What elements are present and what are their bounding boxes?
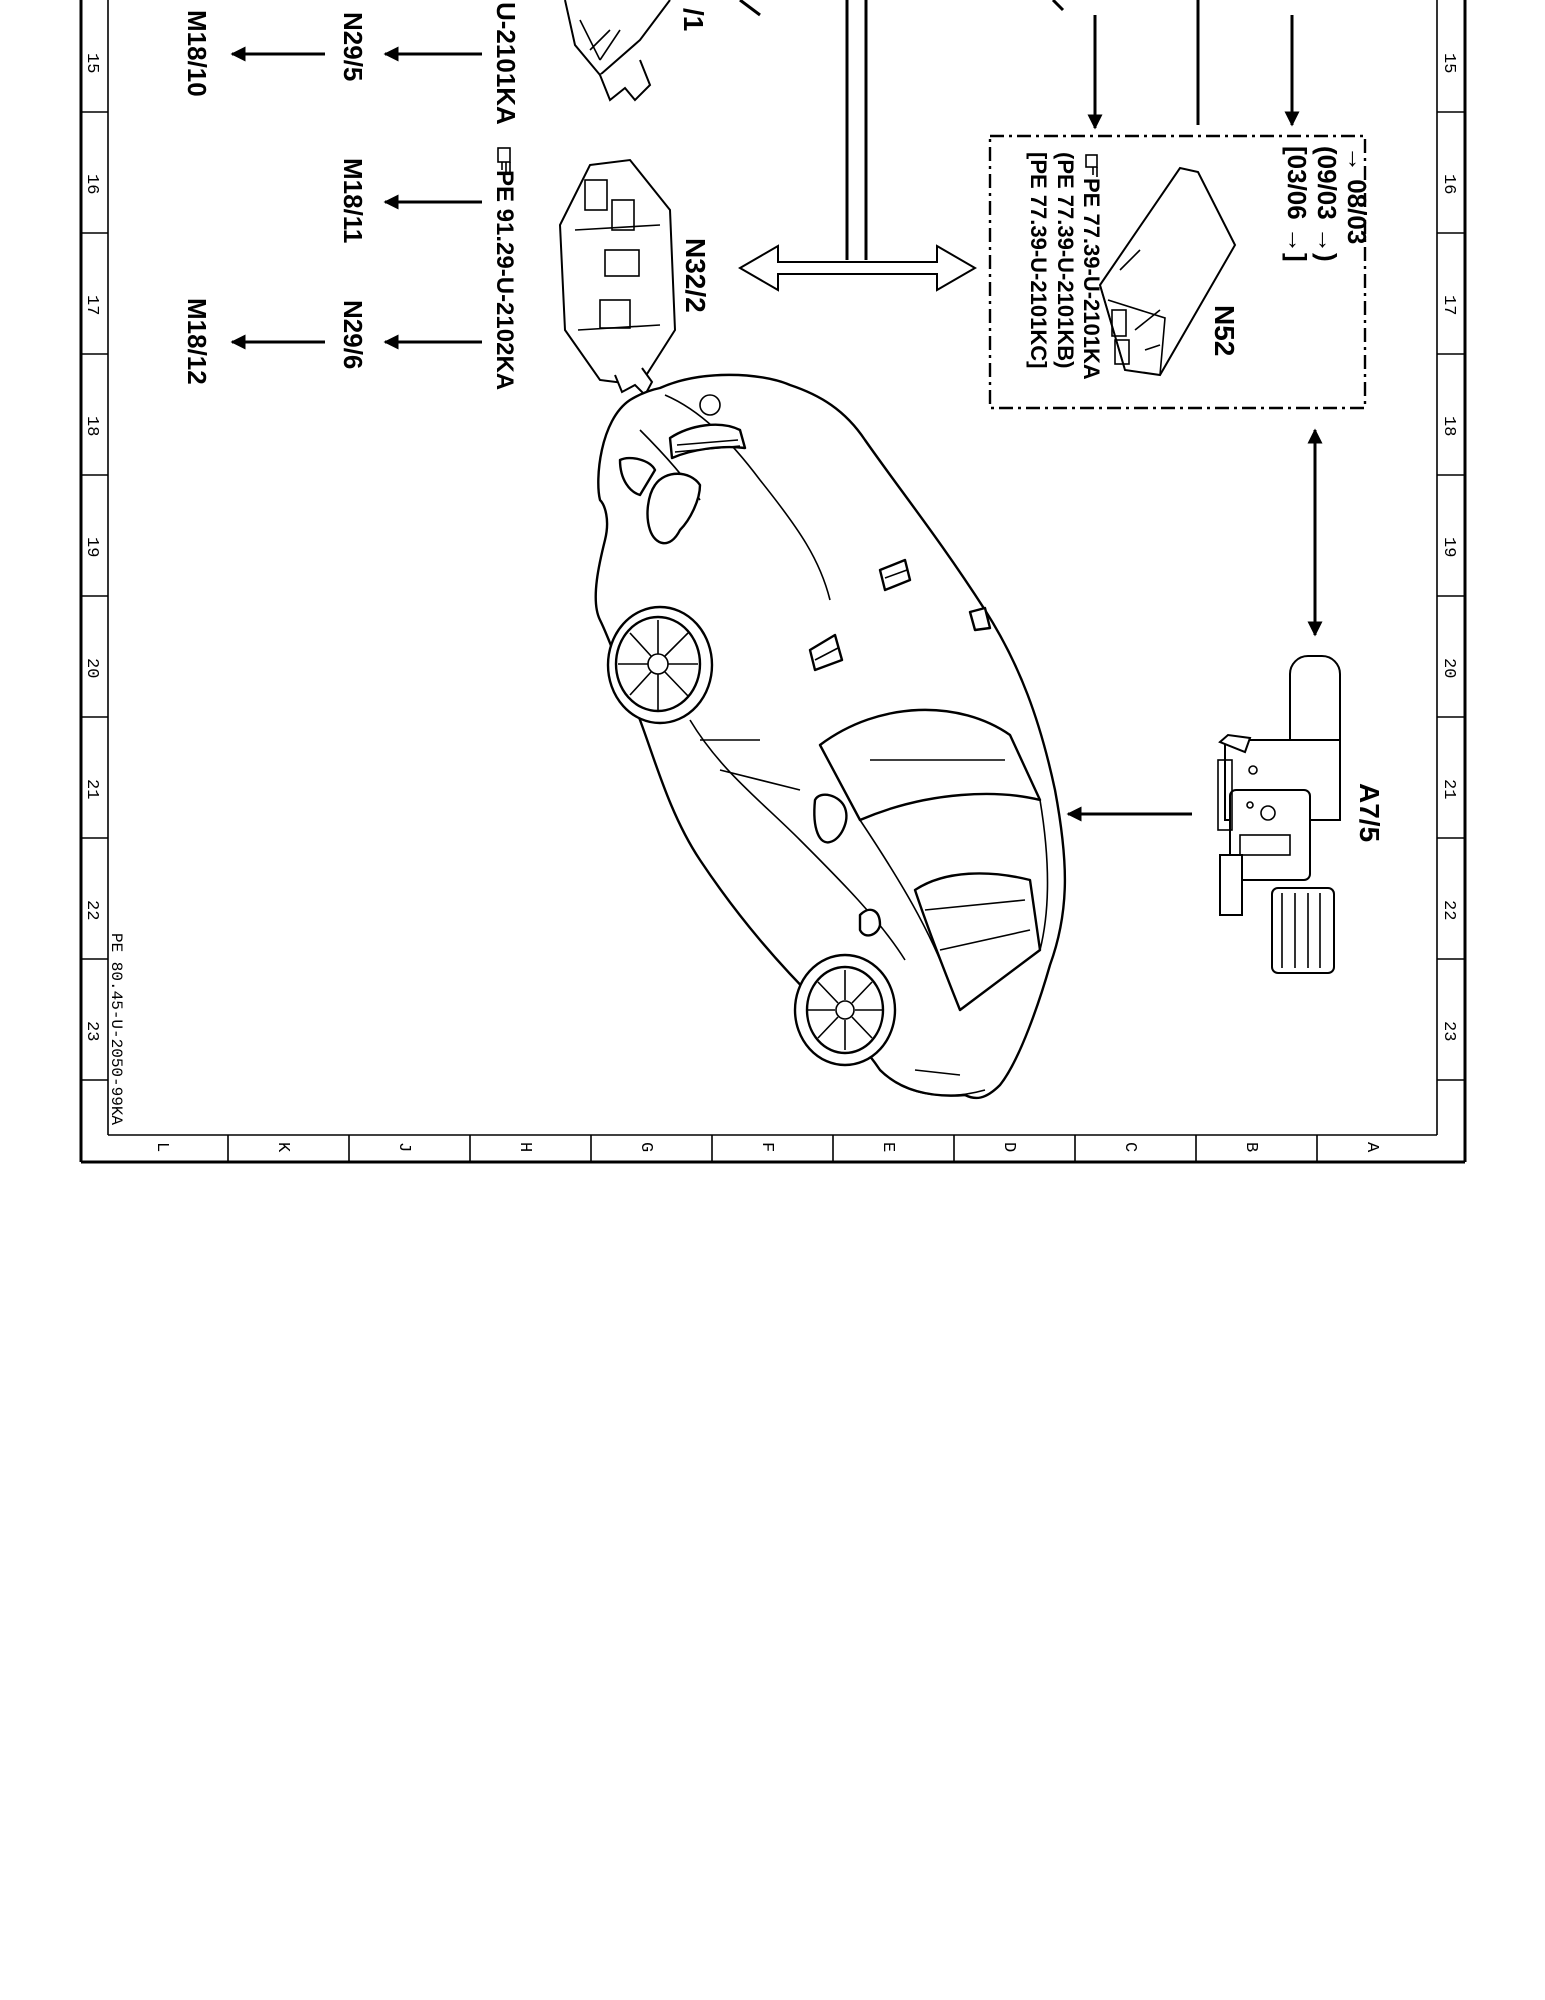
row-number-right: 23 [1439, 1021, 1458, 1042]
column-letter: G [636, 1142, 655, 1153]
n32-2-module [560, 160, 711, 395]
a7-5-label: A7/5 [1354, 783, 1385, 843]
row-number-right: 15 [1439, 53, 1458, 74]
row-number-right: 19 [1439, 537, 1458, 558]
row-number-left: 18 [82, 416, 101, 437]
column-letter: H [515, 1142, 534, 1153]
n52-date-1: → 08/03 [1342, 146, 1372, 245]
m18-11-label: M18/11 [338, 158, 368, 244]
m18-10-label: M18/10 [182, 10, 212, 97]
column-letter: E [878, 1142, 897, 1153]
n29-6-label: N29/6 [338, 300, 368, 370]
column-letter: C [1120, 1142, 1139, 1153]
column-letter: D [999, 1142, 1018, 1153]
rear-wheel [795, 955, 895, 1065]
column-letter: K [273, 1142, 292, 1153]
vehicle-illustration [596, 375, 1065, 1098]
column-letter: J [394, 1142, 413, 1153]
drawing-reference: PE 80.45-U-2050-99KA [107, 933, 125, 1126]
column-letter: L [152, 1142, 171, 1153]
n52-ref-3: [PE 77.39-U-2101KC] [1026, 152, 1051, 369]
column-letter: A [1362, 1142, 1381, 1153]
signal-chain-3 [182, 298, 482, 385]
row-number-left: 15 [82, 53, 101, 74]
row-number-right: 22 [1439, 900, 1458, 921]
row-number-left: 19 [82, 537, 101, 558]
row-number-right: 18 [1439, 416, 1458, 437]
n52-date-2: (09/03 →) [1312, 146, 1342, 262]
row-number-left: 17 [82, 295, 101, 316]
a7-5-module [1218, 656, 1385, 973]
row-number-left: 23 [82, 1021, 101, 1042]
top-partial-ref: U-2101KA [491, 2, 521, 125]
top-partial-label: /1 [678, 8, 709, 32]
row-number-right: 21 [1439, 779, 1458, 800]
row-number-right: 16 [1439, 174, 1458, 195]
row-number-left: 22 [82, 900, 101, 921]
row-number-left: 21 [82, 779, 101, 800]
row-number-right: 20 [1439, 658, 1458, 679]
row-number-left: 20 [82, 658, 101, 679]
n52-ref-2: (PE 77.39-U-2101KB) [1053, 152, 1078, 369]
pointing-hand-icon [1086, 155, 1097, 177]
signal-chain-1 [182, 2, 521, 125]
n32-2-label: N32/2 [680, 238, 711, 313]
n52-module [990, 136, 1372, 408]
n32-2-ref: PE 91.29-U-2102KA [491, 170, 518, 391]
top-partial-module [565, 0, 760, 100]
n29-5-label: N29/5 [338, 12, 368, 82]
column-letter: B [1241, 1142, 1260, 1153]
row-number-left: 16 [82, 174, 101, 195]
n52-ref-1: PE 77.39-U-2101KA [1079, 178, 1104, 380]
column-letter: F [757, 1142, 776, 1153]
m18-12-label: M18/12 [182, 298, 212, 385]
n52-label: N52 [1209, 305, 1240, 357]
n52-date-3: [03/06 →] [1282, 146, 1312, 262]
row-number-right: 17 [1439, 295, 1458, 316]
front-wheel [608, 607, 712, 723]
